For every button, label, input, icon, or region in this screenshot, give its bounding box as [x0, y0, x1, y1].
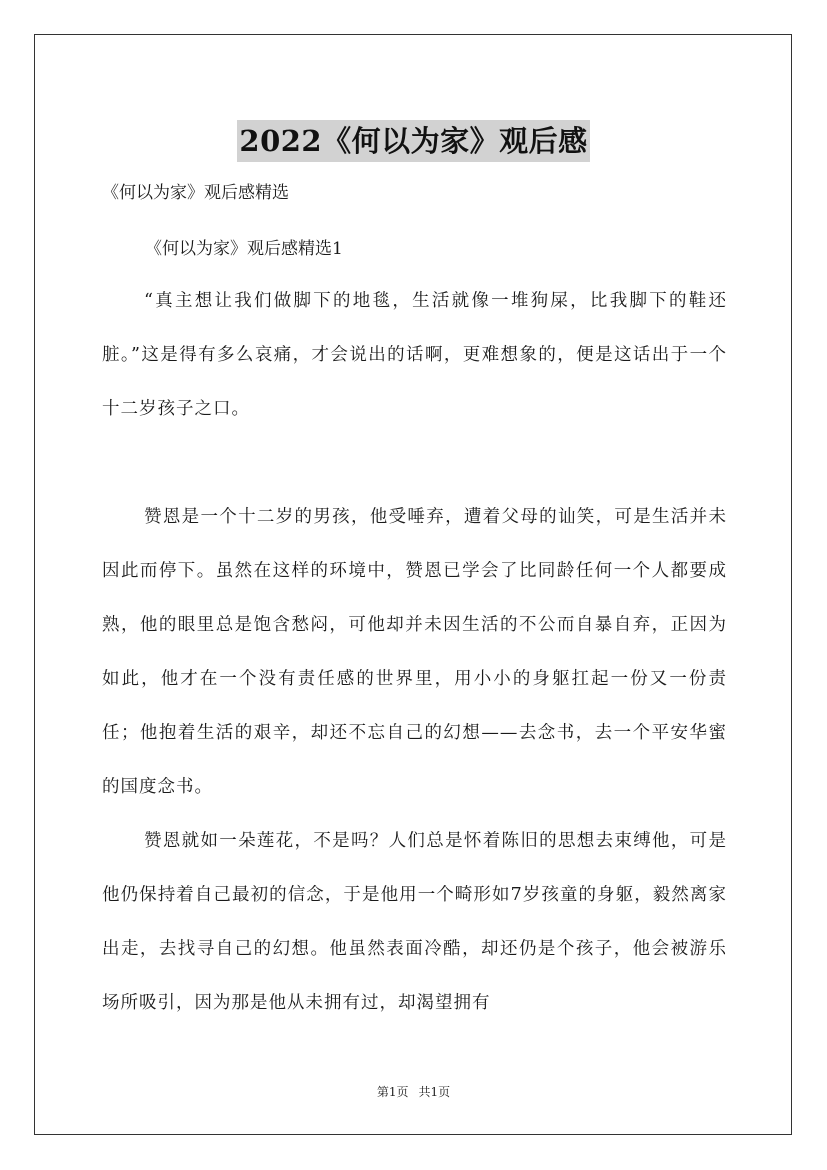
- body-paragraph-2: 赞恩是一个十二岁的男孩，他受唾弃，遭着父母的讪笑，可是生活并未因此而停下。虽然在这样的环境中，赞恩已学会了比同龄任何一个人都要成熟，他的眼里总是饱含愁闷，可他却并未因生活的不公而自暴自弃，正因为如此，他才在一个没有责任感的世界里，用小小的身躯扛起一份又一份责任；他抱着生活的艰辛，却还不忘自己的幻想——去念书，去一个平安华蜜的国度念书。: [102, 507, 727, 797]
- body-paragraph-1: “真主想让我们做脚下的地毯，生活就像一堆狗屎，比我脚下的鞋还脏。”这是得有多么哀痛，才会说出的话啊，更难想象的，便是这话出于一个十二岁孩子之口。: [102, 291, 727, 419]
- page-footer: [0, 1084, 827, 1100]
- document-subheading: 《何以为家》观后感精选: [102, 183, 289, 203]
- page-total-label: 共1页: [418, 1085, 451, 1099]
- page-number-label: 第1页: [376, 1085, 409, 1099]
- title-container: [0, 101, 827, 182]
- section-title: 《何以为家》观后感精选1: [145, 239, 343, 259]
- document-title: 2022《何以为家》观后感: [237, 120, 589, 162]
- body-paragraph-3: 赞恩就如一朵莲花，不是吗？人们总是怀着陈旧的思想去束缚他，可是他仍保持着自己最初的信念，于是他用一个畸形如7岁孩童的身躯，毅然离家出走，去找寻自己的幻想。他虽然表面冷酷，却还仍是个孩子，他会被游乐场所吸引，因为那是他从未拥有过，却渴望拥有: [102, 831, 727, 1013]
